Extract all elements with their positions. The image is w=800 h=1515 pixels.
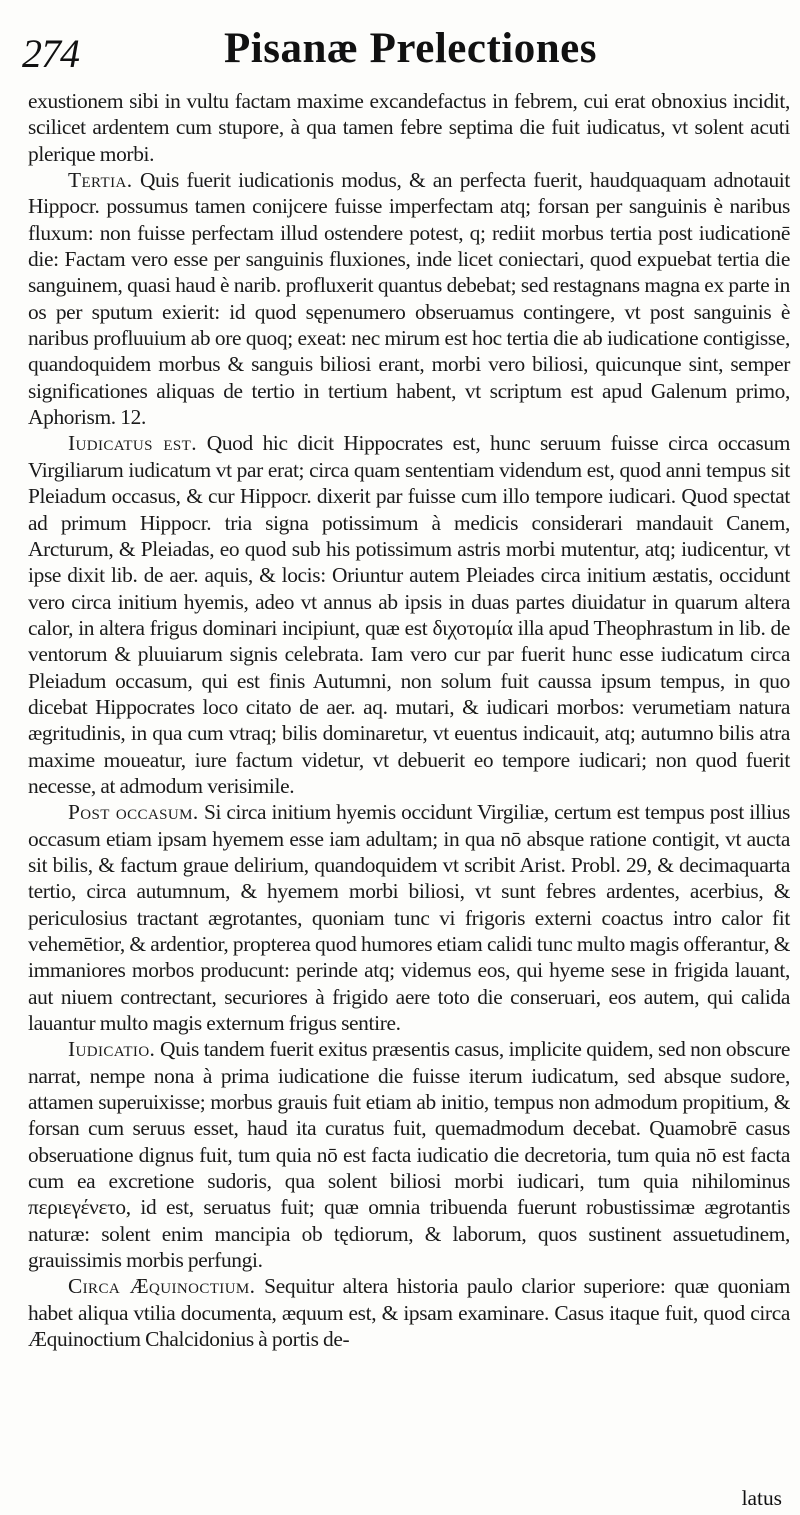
paragraph-circa-aequinoctium — [28, 1273, 790, 1352]
lemma-heading: Circa Æquinoctium. — [68, 1274, 256, 1299]
paragraph-tertia — [28, 167, 790, 430]
paragraph-text: Quis tandem fuerit exitus præsentis casus, implicite quidem, sed non obscure narrat, nempe nona à prima iudicatione die fuisse iterum iudicatum, sed absque sudore, attamen superuixisse; morbus grauis fuit etiam ab initio, tempus non admodum propitium, & forsan cum seruus esset, haud ita curatus fuit, quemadmodum decebat. Quamobrē casus obseruatione dignus fuit, tum quia nō est facta iudicatio die decretoria, tum quia nō est facta cum ea excretione sudoris, qua solent biliosi morbi iudicari, tum quia nihilominus περιεγένετο, id est, seruatus fuit; quæ omnia tribuenda fuerunt robustissimæ ægrotantis naturæ: solent enim mancipia ob tędiorum, & laborum, quos sustinent assuetudinem, grauissimis morbis perfungi. — [28, 1037, 790, 1273]
lemma-heading: Iudicatio. — [68, 1037, 156, 1062]
lemma-heading: Post occasum. — [68, 800, 199, 825]
paragraph-text: Si circa initium hyemis occidunt Virgiliæ, certum est tempus post illius occasum etiam ipsam hyemem esse iam adultam; in qua nō absque ratione contigit, vt aucta sit bilis, & factum graue delirium, quandoquidem vt scribit Arist. Probl. 29, & decimaquarta tertio, circa autumnum, & hyemem morbi biliosi, vt sunt febres ardentes, acerbius, & periculosius tractant ægrotantes, quoniam tunc vi frigoris externi coactus intro calor fit vehemētior, & ardentior, propterea quod humores etiam calidi tunc multo magis offerantur, & immaniores morbos producunt: perinde atq; videmus eos, qui hyeme sese in frigida lauant, aut niuem contrectant, securiores à frigido aere toto die conseruari, eos autem, qui calida lauantur multo magis externum frigus sentire. — [28, 800, 790, 1036]
lemma-heading: Tertia. — [68, 168, 133, 193]
running-title: Pisanæ Prelectiones — [224, 25, 597, 72]
paragraph-text: Quod hic dicit Hippocrates est, hunc seruum fuisse circa occasum Virgiliarum iudicatum vt par erat; circa quam sententiam videndum est, quod anni tempus sit Pleiadum occasus, & cur Hippocr. dixerit par fuisse cum illo tempore iudicari. Quod spectat ad primum Hippocr. tria signa potissimum à medicis considerari mandauit Canem, Arcturum, & Pleiadas, eo quod sub his potissimum astris morbi mutentur, atq; iudicentur, vt ipse dixit lib. de aer. aquis, & locis: Oriuntur autem Pleiades circa initium æstatis, occidunt vero circa initium hyemis, adeo vt annus ab ipsis in duas partes diuidatur in quarum altera calor, in altera frigus dominari incipiunt, quæ est διχοτομία illa apud Theophrastum in lib. de ventorum & pluuiarum signis celebrata. Iam vero cur par fuerit hunc esse iudicatum circa Pleiadum occasum, qui est finis Autumni, non solum fuit caussa ipsum tempus, in quo dicebat Hippocrates loco citato de aer. aq. mutari, & iudicari morbos: verumetiam natura ægritudinis, in qua cum vtraq; bilis dominaretur, vt euentus indicauit, atq; autumno bilis atra maxime moueatur, iure factum videtur, vt debuerit eo tempore iudicari; non quod fuerit necesse, at admodum verisimile. — [28, 431, 790, 798]
paragraph-iudicatio — [28, 1036, 790, 1273]
paragraph-text: Sequitur altera historia paulo clarior superiore: quæ quoniam habet aliqua vtilia documenta, æquum est, & ipsam examinare. Casus itaque fuit, quod circa Æquinoctium Chalcidonius à portis de- — [28, 1274, 791, 1352]
catchword: latus — [741, 1486, 782, 1510]
page-header — [22, 24, 782, 84]
paragraph-iudicatus-est — [28, 430, 790, 799]
paragraph-text: exustionem sibi in vultu factam maxime excandefactus in febrem, cui erat obnoxius incidit, scilicet ardentem cum stupore, à qua tamen febre septima die fuit iudicatus, vt solent acuti plerique morbi. — [28, 89, 790, 166]
paragraph-text: Quis fuerit iudicationis modus, & an perfecta fuerit, haudquaquam adnotauit Hippocr. possumus tamen conijcere fuisse imperfectam atq; forsan per sanguinis è naribus fluxum: non fuisse perfectam illud ostendere potest, q; rediit morbus tertia post iudicationē die: Factam vero esse per sanguinis fluxiones, inde licet coniectari, quod expuebat tertia die sanguinem, quasi haud è narib. profluxerit quantus debebat; sed restagnans magna ex parte in os per sputum exierit: id quod sępenumero obseruamus contingere, vt post sanguinis è naribus profluuium ab ore quoq; exeat: nec mirum est hoc tertia die ab iudicatione contigisse, quandoquidem morbus & sanguis biliosi erant, morbi vero biliosi, quicunque sint, semper significationes aliquas de tertio in tertium habent, vt scriptum est apud Galenum primo, Aphorism. 12. — [28, 168, 790, 430]
paragraph-continuation — [28, 88, 790, 167]
page-number: 274 — [22, 31, 79, 76]
body-text — [28, 88, 790, 1353]
paragraph-post-occasum — [28, 799, 790, 1036]
lemma-heading: Iudicatus est. — [68, 431, 197, 456]
